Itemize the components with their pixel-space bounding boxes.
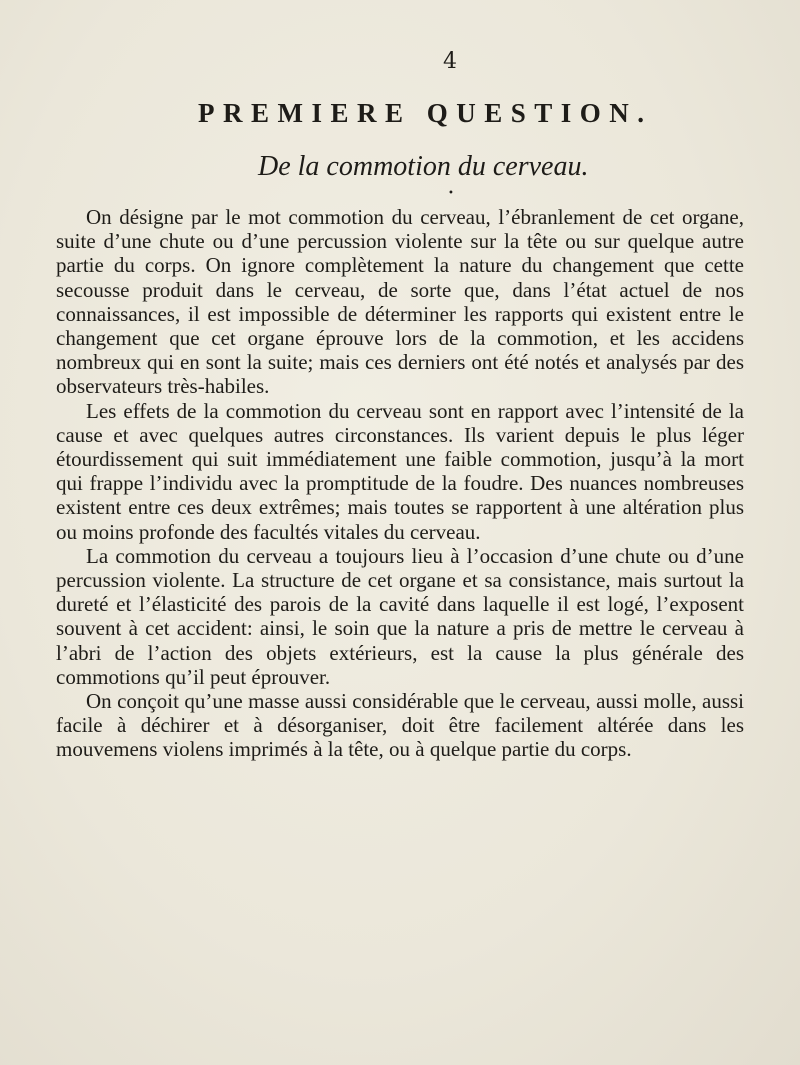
body-text xyxy=(56,205,744,762)
chapter-subtitle: De la commotion du cerveau. xyxy=(258,151,589,182)
paragraph: On désigne par le mot commotion du cerveau, l’ébranlement de cet organe, suite d’une chute ou d’une percussion violente sur la tête ou sur quelque autre partie du corps. On ignore complètement la nature du changement que cette secousse produit dans le cerveau, de sorte que, dans l’état actuel de nos connaissances, il est impossible de déterminer les rapports qui existent entre le changement que cet organe éprouve lors de la commotion, et les accidens nombreux qui en sont la suite; mais ces derniers ont été notés et analysés par des observateurs très-habiles. xyxy=(56,205,744,399)
paragraph: La commotion du cerveau a toujours lieu à l’occasion d’une chute ou d’une percussion violente. La structure de cet organe et sa consistance, mais surtout la dureté et l’élasticité des parois de la cavité dans laquelle il est logé, l’exposent souvent à cet accident: ainsi, le soin que la nature a pris de mettre le cerveau à l’abri de l’action des objets extérieurs, est la cause la plus générale des commotions qu’il peut éprouver. xyxy=(56,543,744,689)
ink-dot: • xyxy=(448,188,454,199)
paragraph: Les effets de la commotion du cerveau sont en rapport avec l’intensité de la cause et avec quelques autres circonstances. Ils varient depuis le plus léger étourdissement qui suit immédiatement une faible commotion, jusqu’à la mort qui frappe l’individu avec la promptitude de la foudre. Des nuances nombreuses existent entre ces deux extrêmes; mais toutes se rapportent à une altération plus ou moins profonde des facultés vitales du cerveau. xyxy=(56,398,744,544)
page-number: 4 xyxy=(443,49,457,74)
paragraph: On conçoit qu’une masse aussi considérable que le cerveau, aussi molle, aussi facile à déchirer et à désorganiser, doit être facilement altérée dans les mouvemens violens imprimés à la tête, ou à quelque partie du corps. xyxy=(56,689,744,762)
section-title: PREMIERE QUESTION. xyxy=(198,98,653,128)
